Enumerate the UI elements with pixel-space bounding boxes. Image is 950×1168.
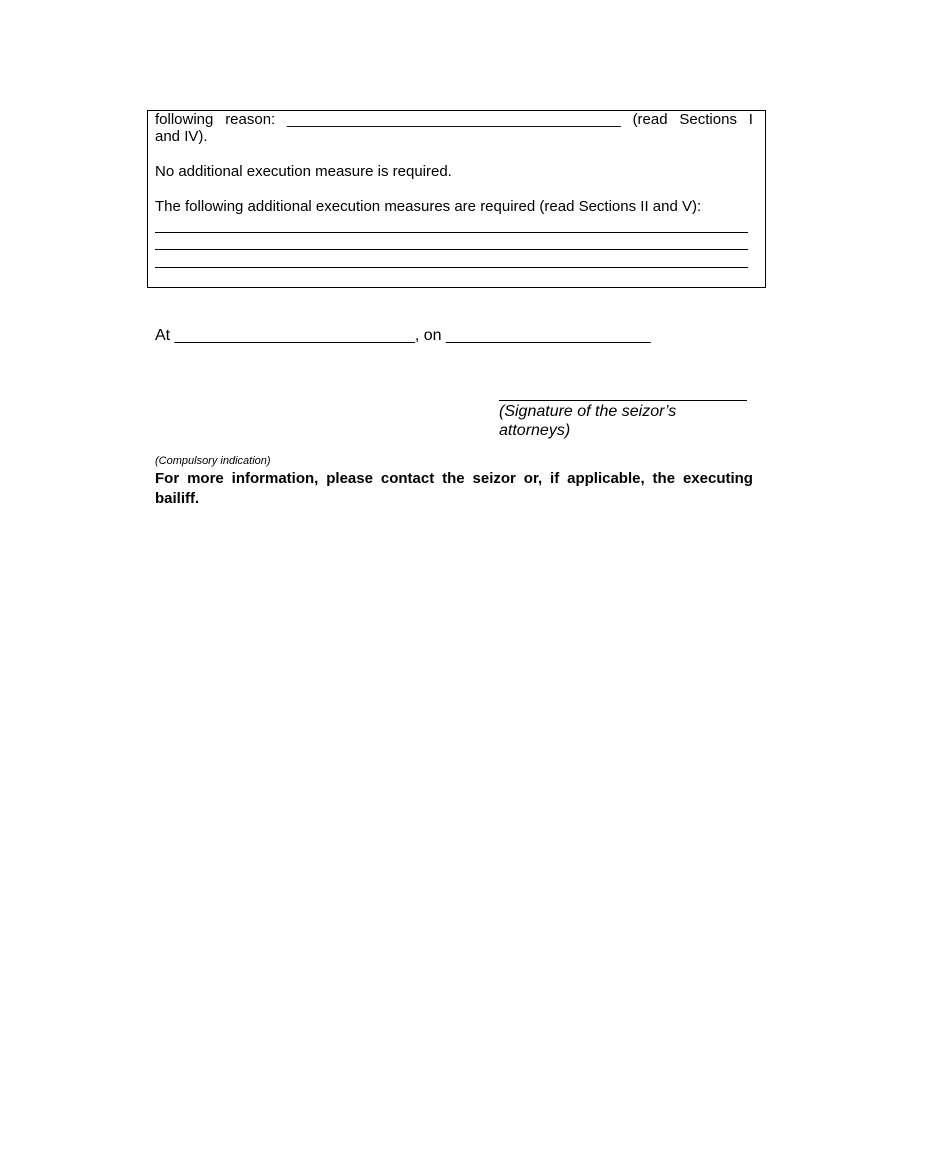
at-label: At xyxy=(155,327,171,344)
reason-word: following xyxy=(155,111,214,128)
reason-word: (read xyxy=(632,111,668,128)
measures-blank-line xyxy=(155,249,748,250)
place-blank: ___________________________ xyxy=(174,327,415,344)
info-word: if xyxy=(550,470,560,487)
reason-word: Sections xyxy=(679,111,737,128)
signature-caption-line1: (Signature of the seizor’s xyxy=(499,403,677,420)
info-word: contact xyxy=(380,470,435,487)
info-line1 xyxy=(155,469,753,488)
measures-blank-line xyxy=(155,267,748,268)
info-word: executing xyxy=(682,470,753,487)
reason-word: reason: xyxy=(225,111,276,128)
reason-word: I xyxy=(748,111,753,128)
place-date-line xyxy=(155,326,651,345)
info-word: For xyxy=(155,470,180,487)
info-word: seizor xyxy=(472,470,516,487)
reason-blank: ________________________________________ xyxy=(287,111,621,128)
info-word: more xyxy=(187,470,224,487)
measures-blank-line xyxy=(155,232,748,233)
info-word: information, xyxy=(231,470,319,487)
reason-continuation: and IV). xyxy=(155,128,208,145)
signature-caption xyxy=(499,402,676,440)
on-label: , on xyxy=(414,327,442,344)
no-additional-measure-text: No additional execution measure is required. xyxy=(155,163,452,180)
compulsory-indication: (Compulsory indication) xyxy=(155,455,271,467)
info-word: the xyxy=(442,470,465,487)
additional-measures-text: The following additional execution measures are required (read Sections II and V): xyxy=(155,198,702,215)
info-word: the xyxy=(652,470,676,487)
signature-caption-line2: attorneys) xyxy=(499,422,571,439)
info-word: or, xyxy=(523,470,543,487)
reason-line xyxy=(155,111,753,129)
signature-line xyxy=(499,400,747,401)
info-line2: bailiff. xyxy=(155,490,200,507)
info-word: applicable, xyxy=(567,470,645,487)
date-blank: _______________________ xyxy=(445,327,651,344)
info-word: please xyxy=(326,470,373,487)
